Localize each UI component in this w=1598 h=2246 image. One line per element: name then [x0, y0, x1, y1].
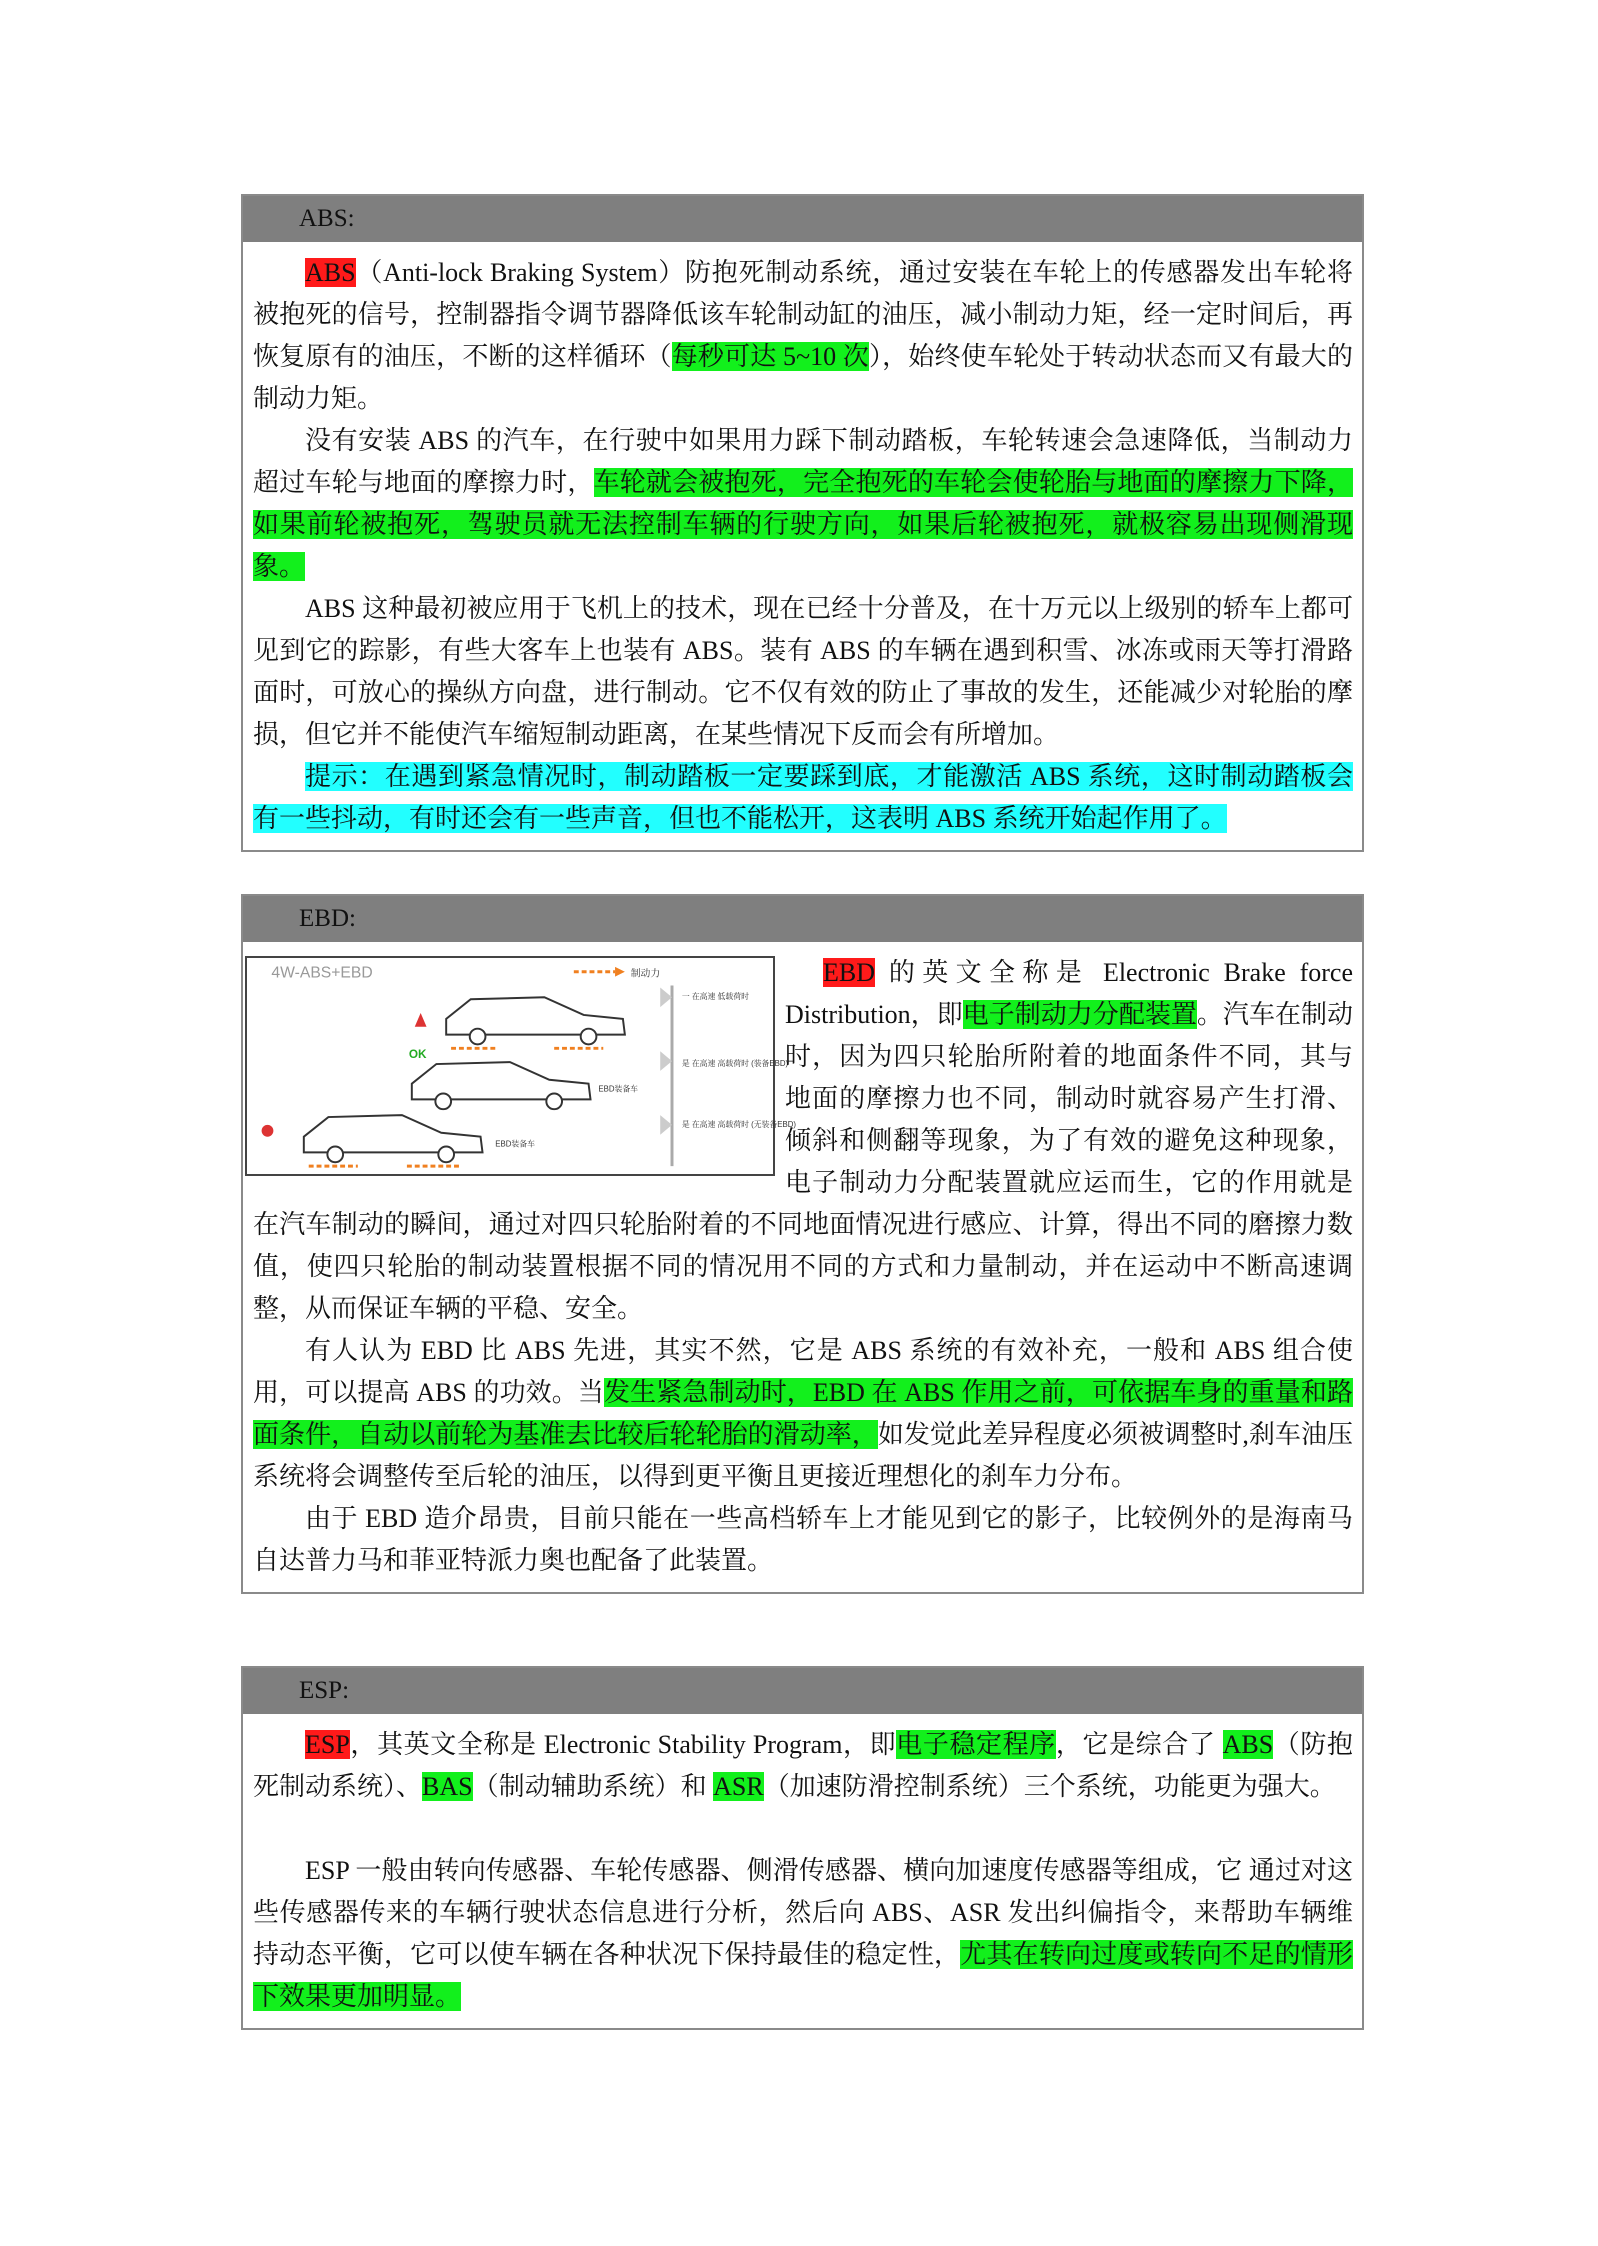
text-run: 有人认为 EBD 比 ABS 先进，其实不然，它是 ABS 系统的有效补充，一般和 ABS 组合使用，可以提高 ABS 的功效。当 [253, 1336, 1353, 1407]
highlighted-text-cyan: 提示：在遇到紧急情况时，制动踏板一定要踩到底，才能激活 ABS 系统，这时制动踏板会有一些抖动，有时还会有一些声音，但也不能松开，这表明 ABS 系统开始起作用了。 [253, 762, 1353, 833]
section-header [243, 1668, 1362, 1714]
section-body [243, 1714, 1362, 2028]
section-title: ESP: [299, 1677, 350, 1704]
car-bottom [304, 1115, 483, 1166]
tip-paragraph [253, 756, 1353, 840]
wall-marker [660, 1051, 672, 1071]
abs-section [241, 194, 1364, 852]
paragraph [253, 588, 1353, 756]
ebd-section [241, 894, 1364, 1594]
section-body [243, 942, 1362, 1592]
paragraph [253, 1330, 1353, 1498]
diagram-note: 是 在高速 高载荷时 (装备EBD) [681, 1059, 789, 1068]
car-middle [412, 1062, 591, 1109]
highlighted-text-green: BAS [422, 1772, 473, 1801]
car-label: EBD装备车 [598, 1084, 639, 1094]
section-title: ABS: [299, 205, 355, 232]
highlighted-text-green: ASR [713, 1772, 764, 1801]
text-run: （防抱死制动系统）、 [253, 1730, 1353, 1801]
warning-icon [415, 1013, 427, 1027]
paragraph [253, 1498, 1353, 1582]
wall-marker [660, 1115, 672, 1135]
highlighted-text-red: ESP [305, 1730, 350, 1759]
ebd-diagram-figure [245, 956, 796, 1176]
section-body [243, 242, 1362, 850]
highlighted-text-green: 发生紧急制动时，EBD 在 ABS 作用之前，可依据车身的重量和路面条件，自动以前轮为基准去比较后轮轮胎的滑动率， [253, 1378, 1353, 1449]
section-title: EBD: [299, 905, 356, 932]
highlighted-text-red: ABS [305, 258, 356, 287]
paragraph [253, 420, 1353, 588]
car-top [446, 997, 625, 1048]
text-run: ESP 一般由转向传感器、车轮传感器、侧滑传感器、横向加速度传感器等组成，它 通过对这些传感器传来的车辆行驶状态信息进行分析，然后向 ABS、ASR 发出纠偏指令，来帮助车辆维持动态平衡，它可以使车辆在各种状况下保持最佳的稳定性， [253, 1856, 1353, 1969]
skid-warning-icon [262, 1125, 274, 1137]
text-run: （制动辅助系统）和 [472, 1772, 714, 1801]
esp-section [241, 1666, 1364, 2030]
highlighted-text-green: 车轮就会被抱死，完全抱死的车轮会使轮胎与地面的摩擦力下降，如果前轮被抱死，驾驶员就无法控制车辆的行驶方向，如果后轮被抱死，就极容易出现侧滑现象。 [253, 468, 1353, 581]
highlighted-text-green: ABS [1222, 1730, 1274, 1759]
ok-label: OK [408, 1048, 427, 1062]
diagram-note: 一 在高速 低载荷时 [681, 992, 749, 1002]
wall-marker [660, 987, 672, 1007]
car-label: EBD装备车 [495, 1139, 535, 1149]
paragraph [253, 252, 1353, 420]
figure-title: 4W-ABS+EBD [271, 964, 373, 982]
highlighted-text-green: 电子制动力分配装置 [962, 1000, 1197, 1029]
text-run: ），始终使车轮处于转动状态而又有最大的制动力矩。 [253, 342, 1353, 413]
section-header [243, 196, 1362, 242]
highlighted-text-green: 电子稳定程序 [896, 1730, 1056, 1759]
highlighted-text-red: EBD [823, 958, 875, 987]
text-run: 如发觉此差异程度必须被调整时,刹车油压系统将会调整传至后轮的油压，以得到更平衡且更接近理想化的刹车力分布。 [253, 1420, 1353, 1491]
legend-arrow-label: 制动力 [630, 968, 661, 980]
text-run: 没有安装 ABS 的汽车，在行驶中如果用力踩下制动踏板，车轮转速会急速降低，当制动力超过车轮与地面的摩擦力时， [253, 426, 1353, 497]
text-run: 的英文全称是 Electronic Brake force Distribution，即 [785, 958, 1353, 1029]
diagram-note: 是 在高速 高载荷时 (无装备EBD) [681, 1119, 796, 1129]
highlighted-text-green: 每秒可达 5~10 次 [671, 342, 869, 371]
paragraph [253, 1724, 1353, 1808]
text-run: ，它是综合了 [1055, 1730, 1223, 1759]
text-run: （Anti-lock Braking System）防抱死制动系统，通过安装在车轮上的传感器发出车轮将被抱死的信号，控制器指令调节器降低该车轮制动缸的油压，减小制动力矩，经一定时间后，再恢复原有的油压，不断的这样循环（ [253, 258, 1353, 371]
text-run: ，其英文全称是 Electronic Stability Program，即 [349, 1730, 897, 1759]
text-run: 由于 EBD 造介昂贵，目前只能在一些高档轿车上才能见到它的影子，比较例外的是海南马自达普力马和菲亚特派力奥也配备了此装置。 [253, 1504, 1353, 1575]
text-run: 。汽车在制动时，因为四只轮胎所附着的地面条件不同，其与地面的摩擦力也不同，制动时就容易产生打滑、倾斜和侧翻等现象，为了有效的避免这种现象，电子制动力分配装置就应运而生，它的作用就是在汽车制动的瞬间，通过对四只轮胎附着的不同地面情况进行感应、计算，得出不同的磨擦力数值，使四只轮胎的制动装置根据不同的情况用不同的方式和力量制动，并在运动中不断高速调整，从而保证车辆的平稳、安全。 [253, 1000, 1353, 1323]
legend-arrow-head [615, 967, 625, 977]
section-header [243, 896, 1362, 942]
ebd-diagram [247, 958, 796, 1174]
highlighted-text-green: 尤其在转向过度或转向不足的情形下效果更加明显。 [253, 1940, 1353, 2011]
blank-line [253, 1808, 1353, 1850]
paragraph [253, 1850, 1353, 2018]
text-run: ABS 这种最初被应用于飞机上的技术，现在已经十分普及，在十万元以上级别的轿车上都可见到它的踪影，有些大客车上也装有 ABS。装有 ABS 的车辆在遇到积雪、冰冻或雨天等打滑路面时，可放心的操纵方向盘，进行制动。它不仅有效的防止了事故的发生，还能减少对轮胎的摩损，但它并不能使汽车缩短制动距离，在某些情况下反而会有所增加。 [253, 594, 1353, 749]
text-run: （加速防滑控制系统）三个系统，功能更为强大。 [763, 1772, 1336, 1801]
